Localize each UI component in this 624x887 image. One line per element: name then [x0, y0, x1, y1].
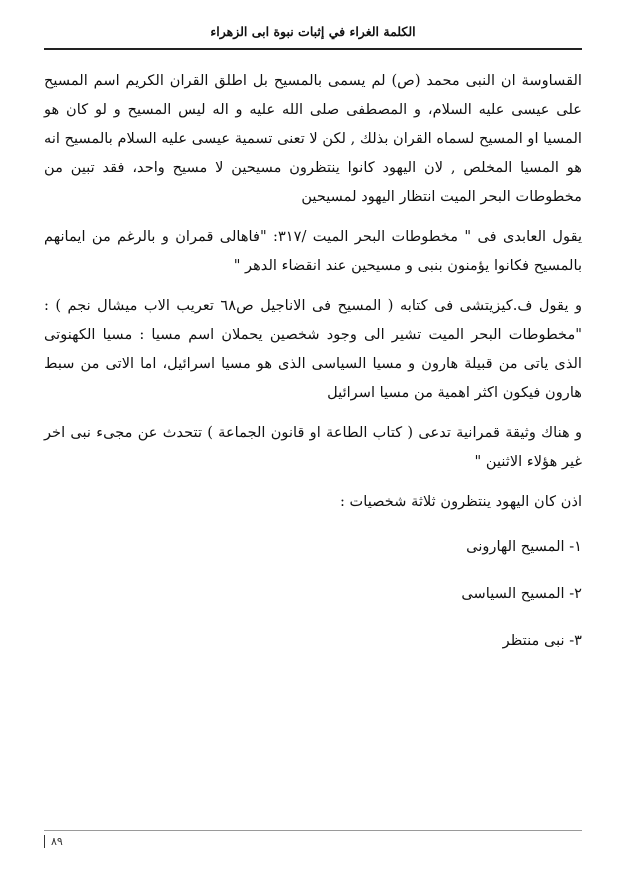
paragraph-3: و يقول ف.كيزيتشى فى كتابه ( المسيح فى الاناجيل ص٦٨ تعريب الاب ميشال نجم ) : "مخطوطات البحر الميت تشير الى وجود شخصين يحملان اسم مسيا : مسيا الكهنوتى الذى ياتى من قبيلة هارون و مسيا السياسى الذى هو مسيا اسرائيل، اما الاتى من سبط هارون فيكون اكثر اهمية من مسيا اسرائيل — [44, 297, 582, 401]
paragraph-2: يقول العابدى فى " مخطوطات البحر الميت /٣١٧: "فاهالى قمران و بالرغم من ايمانهم بالمسيح فكانوا يؤمنون بنبى و مسيحين عند انقضاء الدهر " — [44, 228, 583, 274]
page-number-separator — [44, 835, 45, 848]
header-divider — [44, 48, 582, 50]
page-number-block — [44, 835, 63, 848]
running-header-title: الكلمة الغراء في إثبات نبوة ابى الزهراء — [210, 24, 416, 39]
list-item-3: ٣- نبى منتظر — [502, 632, 582, 649]
paragraph-1: القساوسة ان النبى محمد (ص) لم يسمى بالمسيح بل اطلق القران الكريم اسم المسيح على عيسى عليه السلام، و المصطفى صلى الله عليه و اله ليس المسيح و لو كان هو المسيا او المسيح لسماه القران بذلك , لكن لا تعنى تسمية عيسى عليه السلام بالمسيح انه هو المسيا المخلص , لان اليهود كانوا ينتظرون مسيحين لا مسيح واحد، فقد تبين من مخطوطات البحر الميت انتظار اليهود لمسيحين — [44, 72, 582, 205]
list-item-1: ١- المسيح الهارونى — [466, 538, 582, 555]
footer-divider — [44, 830, 582, 831]
paragraph-5: اذن كان اليهود ينتظرون ثلاثة شخصيات : — [339, 493, 582, 510]
list-item-2: ٢- المسيح السياسى — [461, 585, 582, 602]
paragraph-4: و هناك وثيقة قمرانية تدعى ( كتاب الطاعة او قانون الجماعة ) تتحدث عن مجىء نبى اخر غير هؤلاء الاثنين " — [44, 424, 582, 470]
page-body — [44, 66, 582, 655]
page-number: ٨٩ — [51, 835, 63, 848]
